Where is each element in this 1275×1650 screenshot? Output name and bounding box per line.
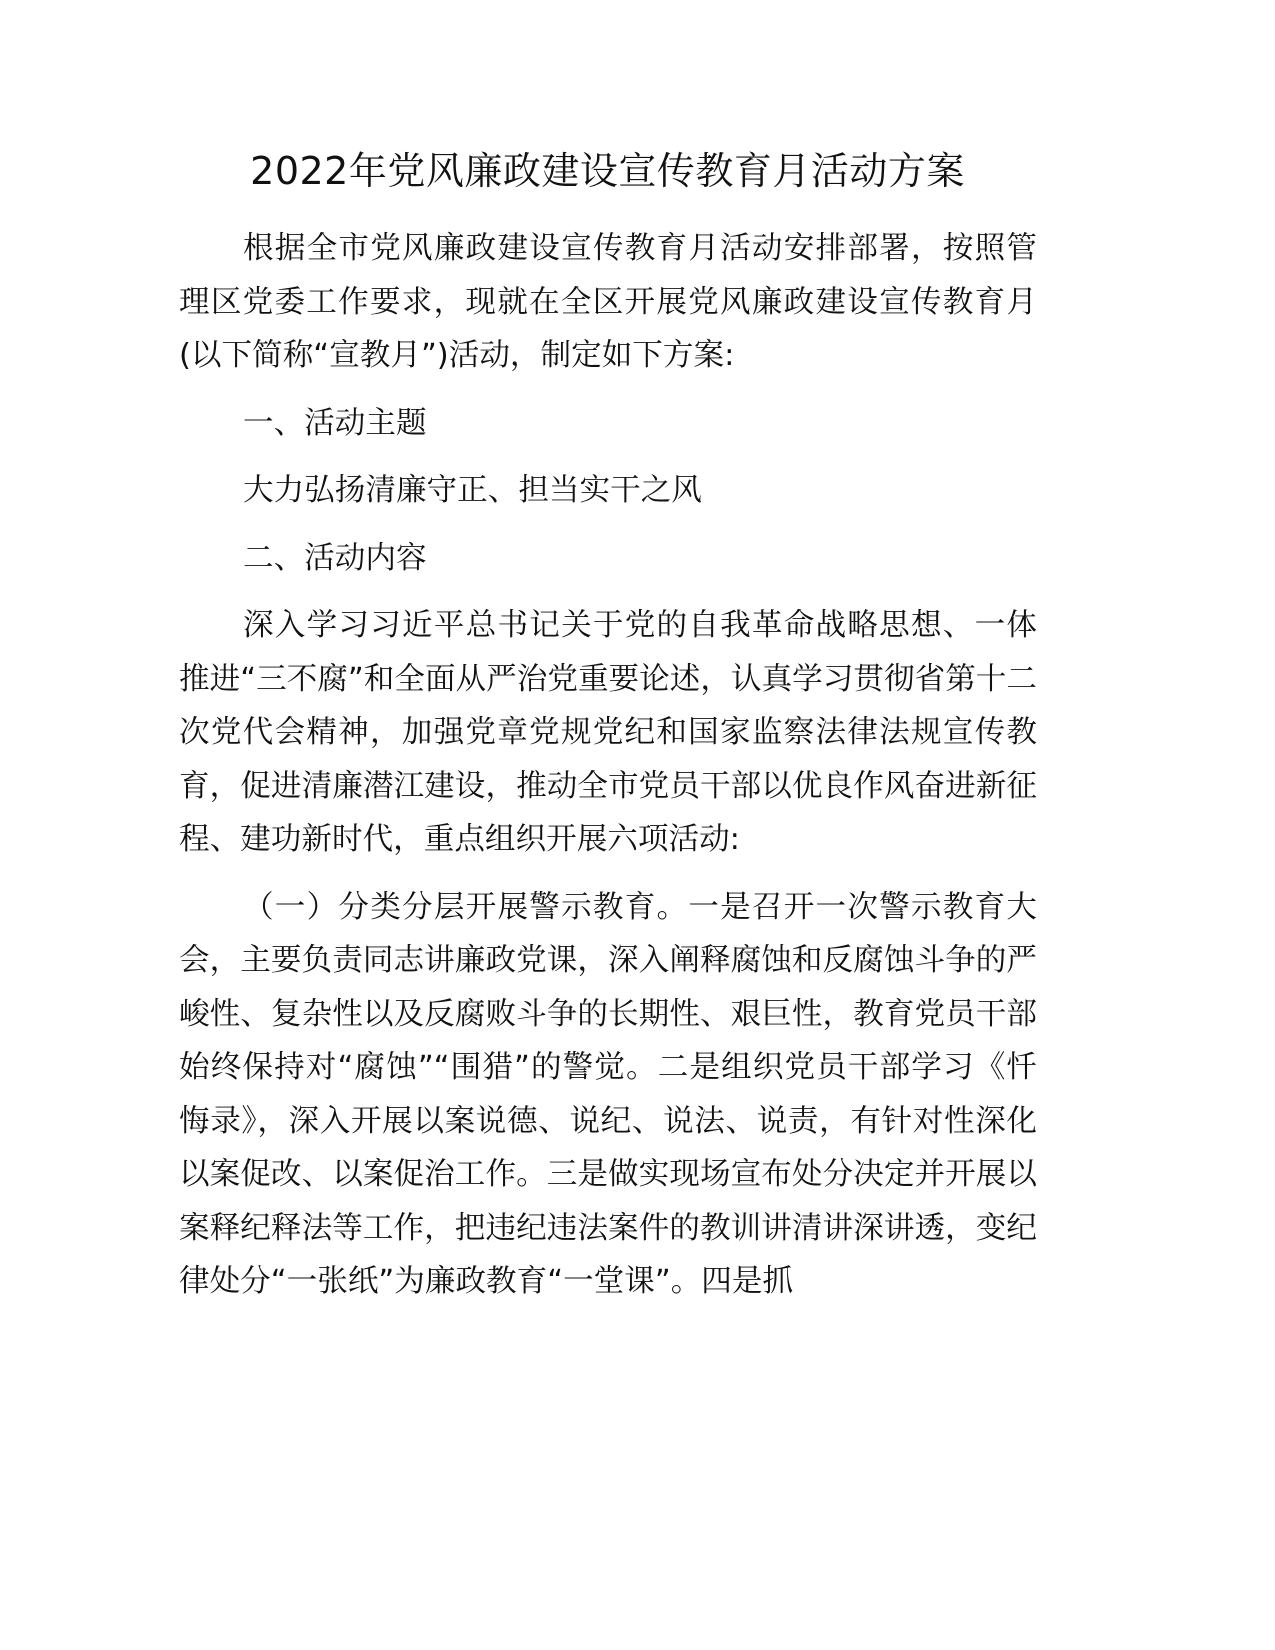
document-title: 2022年党风廉政建设宣传教育月活动方案 <box>250 149 965 193</box>
section-heading-content: 二、活动内容 <box>243 540 427 576</box>
section-heading-theme: 一、活动主题 <box>243 405 427 441</box>
content-paragraph: 深入学习习近平总书记关于党的自我革命战略思想、一体推进“三不腐”和全面从严治党重要论述，认真学习贯彻省第十二次党代会精神，加强党章党规党纪和国家监察法律法规宣传教育，促进清廉潜江建设，推动全市党员干部以优良作风奋进新征程、建功新时代，重点组织开展六项活动: <box>179 608 1037 857</box>
subsection-warning-education: （一）分类分层开展警示教育。一是召开一次警示教育大会，主要负责同志讲廉政党课，深入阐释腐蚀和反腐蚀斗争的严峻性、复杂性以及反腐败斗争的长期性、艰巨性，教育党员干部始终保持对“腐蚀”“围猎”的警觉。二是组织党员干部学习《忏悔录》，深入开展以案说德、说纪、说法、说责，有针对性深化以案促改、以案促治工作。三是做实现场宣布处分决定并开展以案释纪释法等工作，把违纪违法案件的教训讲清讲深讲透，变纪律处分“一张纸”为廉政教育“一堂课”。四是抓 <box>179 889 1037 1299</box>
document-body <box>179 222 1037 1323</box>
intro-paragraph: 根据全市党风廉政建设宣传教育月活动安排部署，按照管理区党委工作要求，现就在全区开展党风廉政建设宣传教育月(以下简称“宣教月”)活动，制定如下方案: <box>179 231 1037 373</box>
theme-statement: 大力弘扬清廉守正、担当实干之风 <box>243 473 702 508</box>
